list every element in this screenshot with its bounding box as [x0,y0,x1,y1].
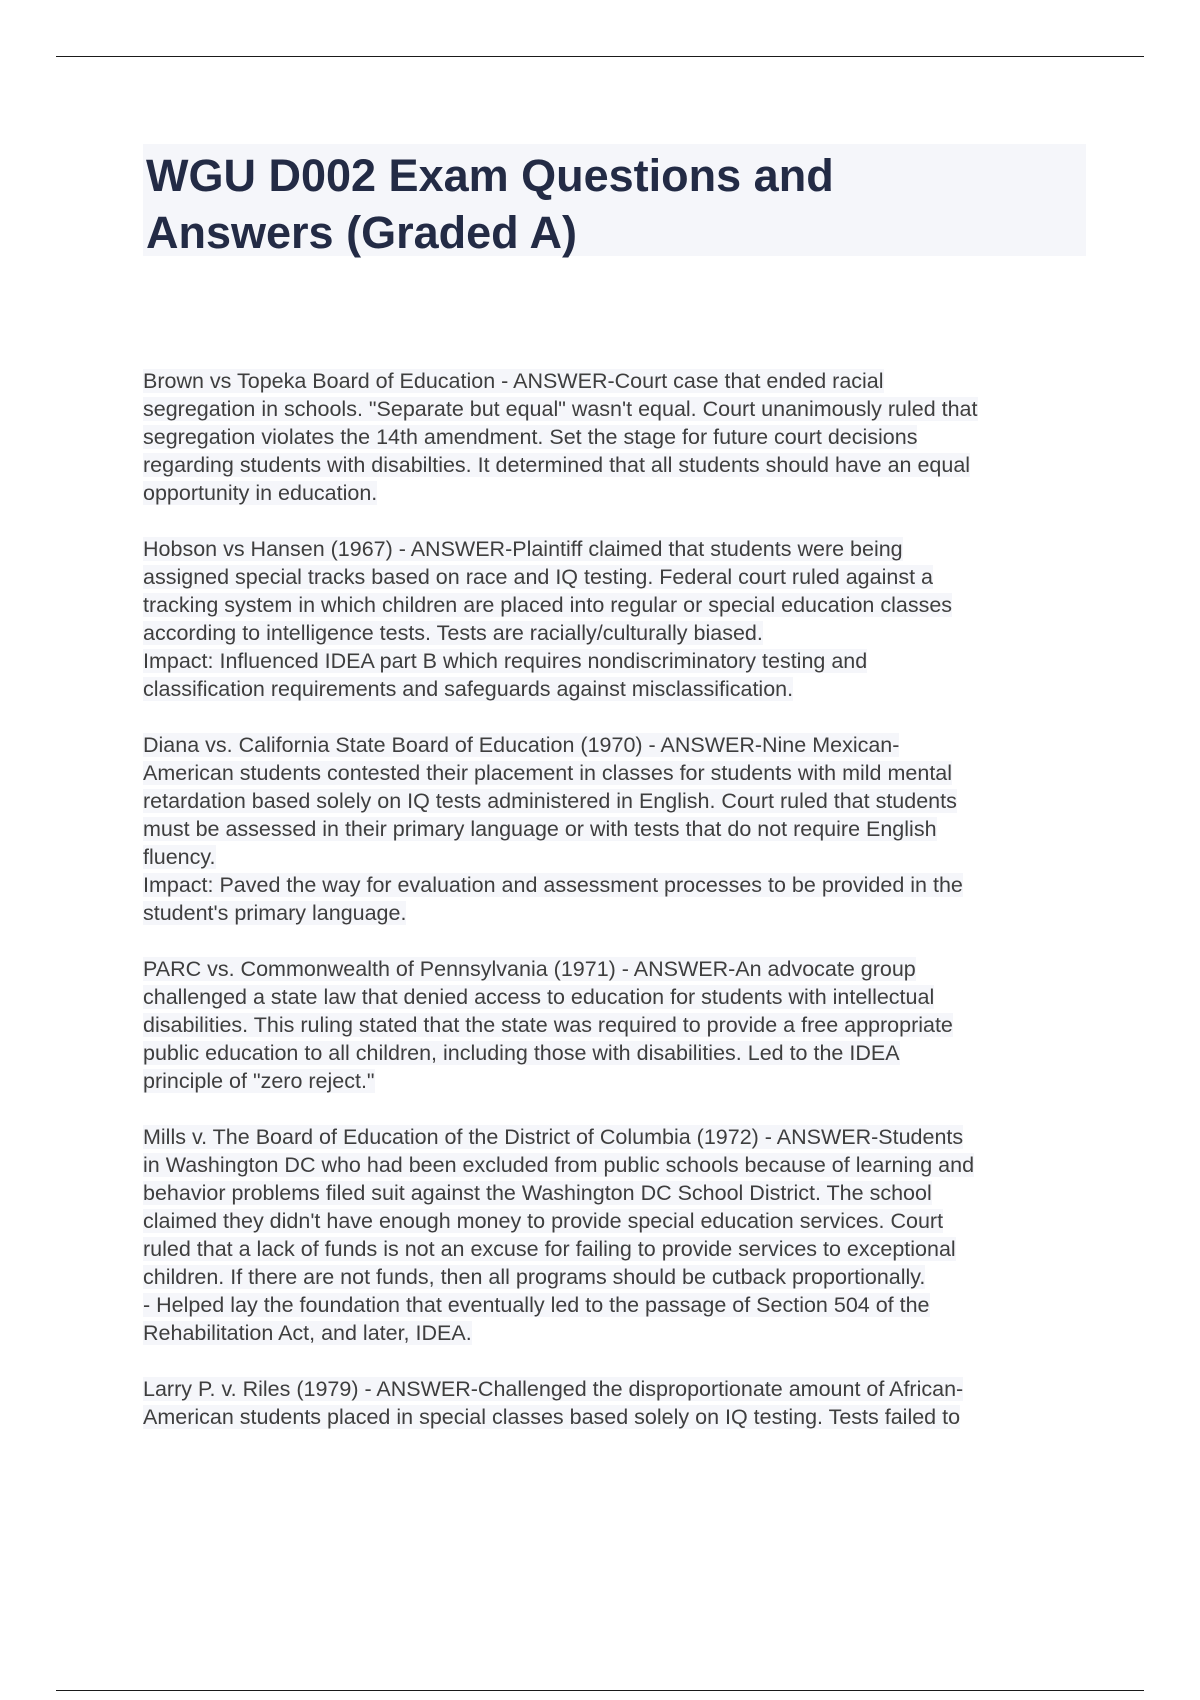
document-title-line: Answers (Graded A) [146,207,577,258]
title-block [143,144,1086,256]
entry-line: children. If there are not funds, then all programs should be cutback proportionally. [143,1265,926,1289]
entry-line: according to intelligence tests. Tests are racially/culturally biased. [143,621,763,645]
entry-line: American students contested their placement in classes for students with mild mental [143,761,953,785]
entry-line: classification requirements and safeguards against misclassification. [143,677,794,701]
entry-line: assigned special tracks based on race and IQ testing. Federal court ruled against a [143,565,933,589]
entry-line: Diana vs. California State Board of Education (1970) - ANSWER-Nine Mexican- [143,733,900,757]
entry-line: Brown vs Topeka Board of Education - ANSWER-Court case that ended racial [143,369,884,393]
entry-line: opportunity in education. [143,481,378,505]
qa-entries [143,367,1093,1459]
entry-line: principle of "zero reject." [143,1069,375,1093]
entry-line: public education to all children, including those with disabilities. Led to the IDEA [143,1041,900,1065]
entry-line: Mills v. The Board of Education of the District of Columbia (1972) - ANSWER-Students [143,1125,964,1149]
qa-entry-brown-vs-topeka [143,367,1093,507]
entry-line: Rehabilitation Act, and later, IDEA. [143,1321,472,1345]
entry-line: segregation violates the 14th amendment. Set the stage for future court decisions [143,425,918,449]
entry-line: American students placed in special classes based solely on IQ testing. Tests failed to [143,1405,961,1429]
bottom-rule [56,1690,1144,1691]
entry-line: must be assessed in their primary language or with tests that do not require English [143,817,937,841]
entry-line: student's primary language. [143,901,407,925]
entry-line: ruled that a lack of funds is not an excuse for failing to provide services to exceptional [143,1237,956,1261]
entry-line: retardation based solely on IQ tests administered in English. Court ruled that students [143,789,957,813]
qa-entry-larry-p-v-riles [143,1375,1093,1431]
entry-line: fluency. [143,845,216,869]
entry-line: behavior problems filed suit against the Washington DC School District. The school [143,1181,932,1205]
entry-line: PARC vs. Commonwealth of Pennsylvania (1971) - ANSWER-An advocate group [143,957,916,981]
entry-line: - Helped lay the foundation that eventually led to the passage of Section 504 of the [143,1293,930,1317]
qa-entry-diana-vs-california [143,731,1093,927]
top-rule [56,56,1144,57]
qa-entry-parc-vs-pennsylvania [143,955,1093,1095]
entry-line: claimed they didn't have enough money to provide special education services. Court [143,1209,944,1233]
document-title [146,147,1086,261]
entry-line: disabilities. This ruling stated that the state was required to provide a free appropriate [143,1013,953,1037]
entry-line: regarding students with disabilties. It determined that all students should have an equal [143,453,971,477]
entry-line: in Washington DC who had been excluded from public schools because of learning and [143,1153,975,1177]
entry-line: Impact: Influenced IDEA part B which requires nondiscriminatory testing and [143,649,868,673]
qa-entry-mills-v-board [143,1123,1093,1347]
document-title-line: WGU D002 Exam Questions and [146,150,834,201]
entry-line: challenged a state law that denied access to education for students with intellectual [143,985,935,1009]
entry-line: tracking system in which children are placed into regular or special education classes [143,593,953,617]
entry-line: Hobson vs Hansen (1967) - ANSWER-Plaintiff claimed that students were being [143,537,903,561]
entry-line: Larry P. v. Riles (1979) - ANSWER-Challenged the disproportionate amount of African- [143,1377,964,1401]
qa-entry-hobson-vs-hansen [143,535,1093,703]
entry-line: segregation in schools. "Separate but equal" wasn't equal. Court unanimously ruled that [143,397,978,421]
entry-line: Impact: Paved the way for evaluation and assessment processes to be provided in the [143,873,963,897]
